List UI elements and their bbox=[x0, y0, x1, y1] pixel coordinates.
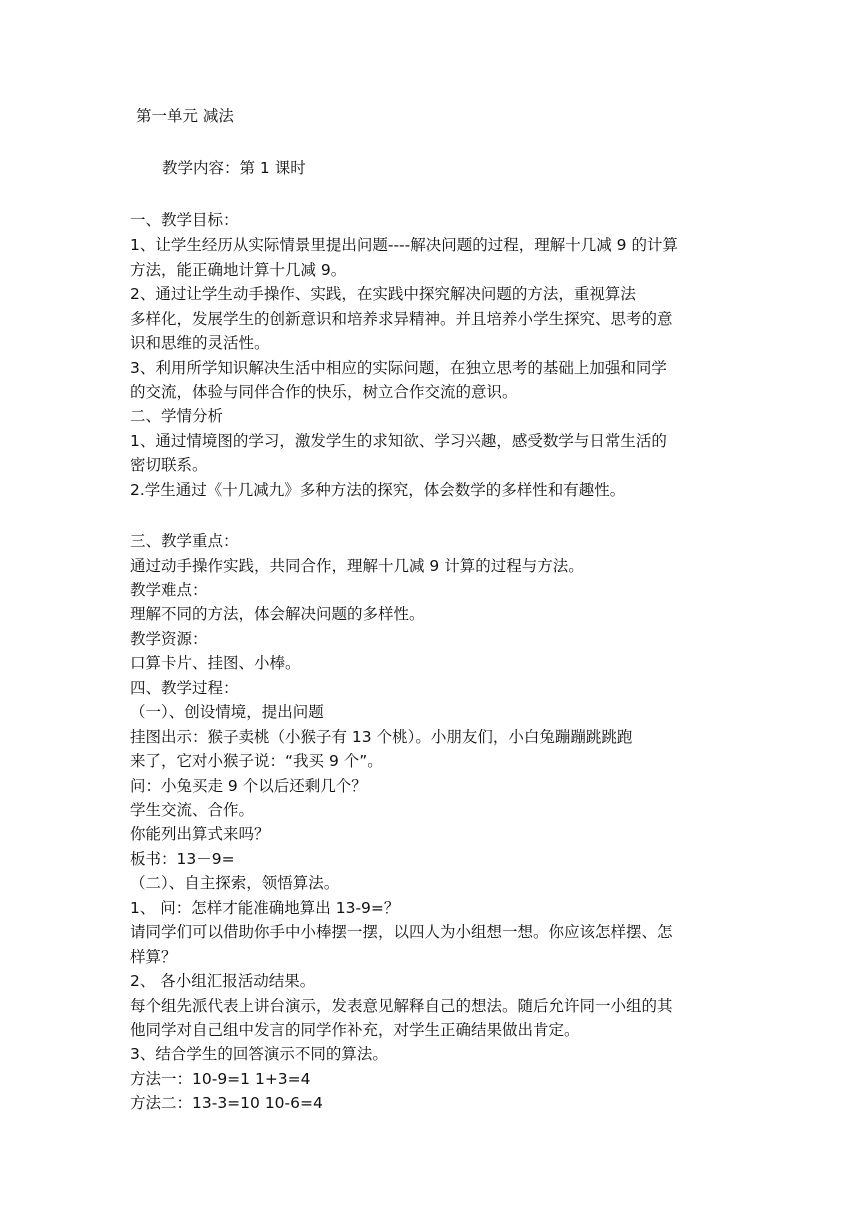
paragraph-line: 识和思维的灵活性。 bbox=[130, 334, 270, 352]
section-heading: 一、教学目标： bbox=[130, 211, 239, 229]
paragraph-line: 多样化，发展学生的创新意识和培养求异精神。并且培养小学生探究、思考的意 bbox=[130, 310, 673, 328]
subheading: （二）、自主探索，领悟算法。 bbox=[130, 874, 340, 892]
subheading: （一）、创设情境，提出问题 bbox=[130, 703, 324, 721]
paragraph-line: 来了，它对小猴子说：“我买 9 个”。 bbox=[130, 752, 383, 770]
paragraph-line: 挂图出示：猴子卖桃（小猴子有 13 个桃）。小朋友们，小白兔蹦蹦跳跳跑 bbox=[130, 728, 633, 746]
paragraph-line: 1、让学生经历从实际情景里提出问题----解决问题的过程，理解十几减 9 的计算 bbox=[130, 236, 678, 254]
section-heading: 四、教学过程： bbox=[130, 679, 239, 697]
paragraph-line: 3、结合学生的回答演示不同的算法。 bbox=[130, 1045, 388, 1063]
lesson-info: 教学内容：第 1 课时 bbox=[162, 159, 306, 177]
paragraph-line: 口算卡片、挂图、小棒。 bbox=[130, 654, 301, 672]
paragraph-line: 方法，能正确地计算十几减 9。 bbox=[130, 261, 347, 279]
paragraph-line: 1、 问：怎样才能准确地算出 13-9=？ bbox=[130, 899, 400, 917]
paragraph-line: 学生交流、合作。 bbox=[130, 801, 255, 819]
paragraph-line: 1、通过情境图的学习，激发学生的求知欲、学习兴趣，感受数学与日常生活的 bbox=[130, 432, 667, 450]
subheading: 教学难点： bbox=[130, 581, 208, 599]
paragraph-line: 方法一：10-9=1 1+3=4 bbox=[130, 1070, 311, 1088]
paragraph-line: 方法二：13-3=10 10-6=4 bbox=[130, 1094, 323, 1112]
paragraph-line: 每个组先派代表上讲台演示，发表意见解释自己的想法。随后允许同一小组的其 bbox=[130, 997, 673, 1015]
paragraph-line: 板书：13－9= bbox=[130, 850, 235, 868]
paragraph-line: 请同学们可以借助你手中小棒摆一摆，以四人为小组想一想。你应该怎样摆、怎 bbox=[130, 923, 673, 941]
paragraph-line: 3、利用所学知识解决生活中相应的实际问题，在独立思考的基础上加强和同学 bbox=[130, 359, 667, 377]
paragraph-line: 通过动手操作实践，共同合作，理解十几减 9 计算的过程与方法。 bbox=[130, 557, 584, 575]
paragraph-line: 你能列出算式来吗？ bbox=[130, 825, 270, 843]
section-heading: 三、教学重点： bbox=[130, 532, 239, 550]
paragraph-line: 的交流，体验与同伴合作的快乐，树立合作交流的意识。 bbox=[130, 383, 518, 401]
paragraph-line: 样算？ bbox=[130, 948, 177, 966]
paragraph-line: 2、 各小组汇报活动结果。 bbox=[130, 972, 316, 990]
paragraph-line: 2.学生通过《十几减九》多种方法的探究，体会数学的多样性和有趣性。 bbox=[130, 481, 626, 499]
section-heading: 二、学情分析 bbox=[130, 407, 224, 425]
unit-title: 第一单元 减法 bbox=[136, 107, 234, 125]
paragraph-line: 问：小兔买走 9 个以后还剩几个？ bbox=[130, 777, 367, 795]
subheading: 教学资源： bbox=[130, 630, 208, 648]
paragraph-line: 密切联系。 bbox=[130, 456, 208, 474]
paragraph-line: 他同学对自己组中发言的同学作补充，对学生正确结果做出肯定。 bbox=[130, 1021, 580, 1039]
paragraph-line: 2、通过让学生动手操作、实践，在实践中探究解决问题的方法，重视算法 bbox=[130, 285, 636, 303]
paragraph-line: 理解不同的方法，体会解决问题的多样性。 bbox=[130, 605, 425, 623]
